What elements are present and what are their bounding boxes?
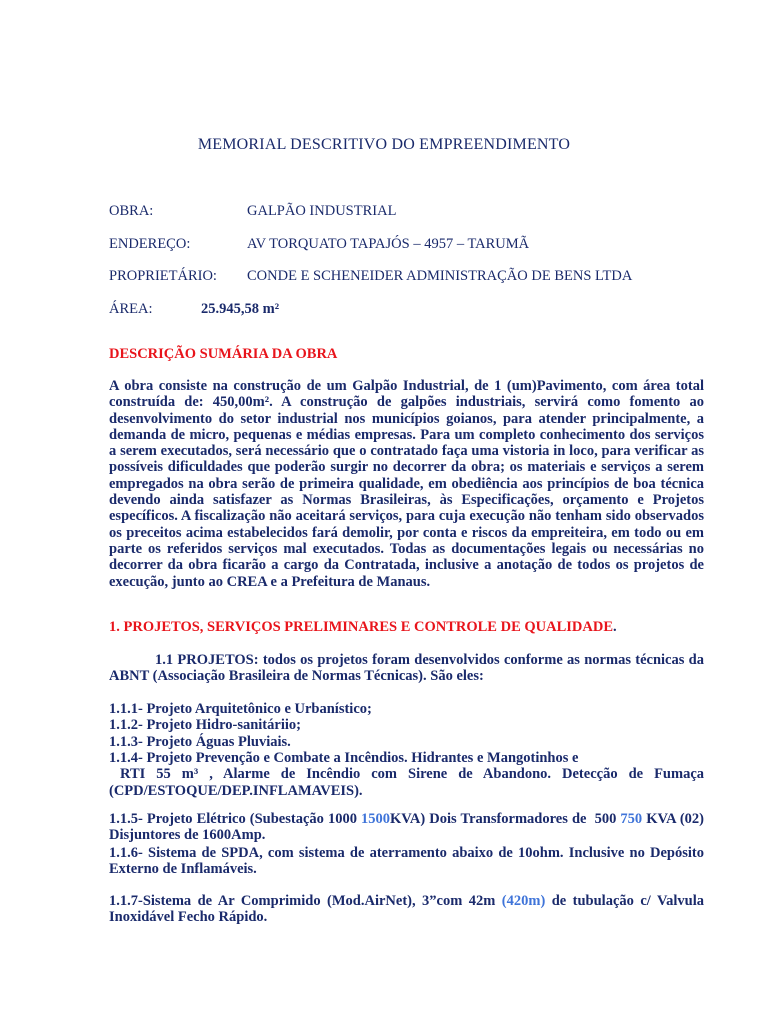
list-item: 1.1.2- Projeto Hidro-sanitáriio; bbox=[109, 717, 301, 734]
field-label: ENDEREÇO: bbox=[109, 236, 191, 252]
field-proprietario bbox=[109, 268, 633, 285]
section1-heading-dot: . bbox=[613, 619, 617, 635]
electrical-text-2: KVA) Dois Transformadores de 500 bbox=[390, 811, 621, 827]
list-item: 1.1.3- Projeto Águas Pluviais. bbox=[109, 733, 291, 750]
document-title: MEMORIAL DESCRITIVO DO EMPREENDIMENTO bbox=[197, 136, 571, 153]
field-area bbox=[109, 301, 280, 318]
summary-heading: DESCRIÇÃO SUMÁRIA DA OBRA bbox=[109, 346, 338, 362]
fire-item-line1: 1.1.4- Projeto Prevenção e Combate a Incêndios. Hidrantes e Mangotinhos e bbox=[109, 750, 579, 766]
spda-item: 1.1.6- Sistema de SPDA, com sistema de aterramento abaixo de 10ohm. Inclusive no Depósito Externo de Inflamáveis. bbox=[109, 845, 704, 878]
section1-heading-text: 1. PROJETOS, SERVIÇOS PRELIMINARES E CONTROLE DE QUALIDADE bbox=[109, 619, 613, 635]
air-text-2: de tubulação c/ Valvula Inoxidável Fecho Rápido. bbox=[109, 893, 704, 926]
fire-item bbox=[109, 750, 708, 799]
section1-heading bbox=[109, 619, 617, 636]
air-value-420m: (420m) bbox=[501, 893, 546, 909]
field-label: OBRA: bbox=[109, 203, 154, 219]
list-item: 1.1.1- Projeto Arquitetônico e Urbanístico; bbox=[109, 701, 372, 717]
electrical-item bbox=[109, 811, 723, 844]
air-text-1: 1.1.7-Sistema de Ar Comprimido (Mod.AirNet), 3”com 42m bbox=[109, 893, 502, 909]
field-label: PROPRIETÁRIO: bbox=[109, 268, 217, 284]
fire-item-line2: RTI 55 m³ , Alarme de Incêndio com Sirene de Abandono. Detecção de Fumaça (CPD/ESTOQUE/DEP.INFLAMAVEIS). bbox=[109, 766, 708, 799]
electrical-value-750: 750 bbox=[620, 811, 643, 827]
electrical-value-1500: 1500 bbox=[361, 811, 391, 827]
project-list bbox=[109, 701, 704, 750]
field-value: 25.945,58 m² bbox=[201, 301, 280, 317]
electrical-text-3: KVA (02) Disjuntores de 1600Amp. bbox=[109, 811, 723, 844]
field-value: AV TORQUATO TAPAJÓS – 4957 – TARUMÃ bbox=[247, 236, 530, 252]
air-item bbox=[109, 893, 704, 926]
field-value: CONDE E SCHENEIDER ADMINISTRAÇÃO DE BENS LTDA bbox=[247, 268, 633, 284]
electrical-text-1: 1.1.5- Projeto Elétrico (Subestação 1000 bbox=[109, 811, 362, 827]
projects-intro: 1.1 PROJETOS: todos os projetos foram desenvolvidos conforme as normas técnicas da ABNT (Associação Brasileira de Normas Técnicas). São eles: bbox=[109, 652, 704, 685]
field-value: GALPÃO INDUSTRIAL bbox=[247, 203, 397, 219]
field-obra bbox=[109, 203, 397, 220]
summary-paragraph: A obra consiste na construção de um Galpão Industrial, de 1 (um)Pavimento, com área total construída de: 450,00m². A construção de galpões industriais, servirá como fomento ao desenvolvimento do setor industrial nos municípios goianos, para atender principalmente, a demanda de micro, pequenas e médias empresas. Para um completo conhecimento dos serviços a serem executados, será necessário que o contratado faça uma vistoria in loco, para verificar as possíveis dificuldades que poderão surgir no decorrer da obra; os materiais e serviços a serem empregados na obra serão de primeira qualidade, em obediência aos princípios de boa técnica devendo ainda satisfazer as Normas Brasileiras, às Especificações, orçamento e Projetos específicos. A fiscalização não aceitará serviços, para cuja execução não tenham sido observados os preceitos acima estabelecidos fará demolir, por conta e riscos da empreiteira, em todo ou em parte os referidos serviços mal executados. Todas as documentações legais ou necessárias no decorrer da obra ficarão a cargo da Contratada, inclusive a anotação de todos os projetos de execução, junto ao CREA e a Prefeitura de Manaus. bbox=[109, 378, 704, 590]
field-endereco bbox=[109, 236, 530, 253]
field-label: ÁREA: bbox=[109, 301, 153, 317]
